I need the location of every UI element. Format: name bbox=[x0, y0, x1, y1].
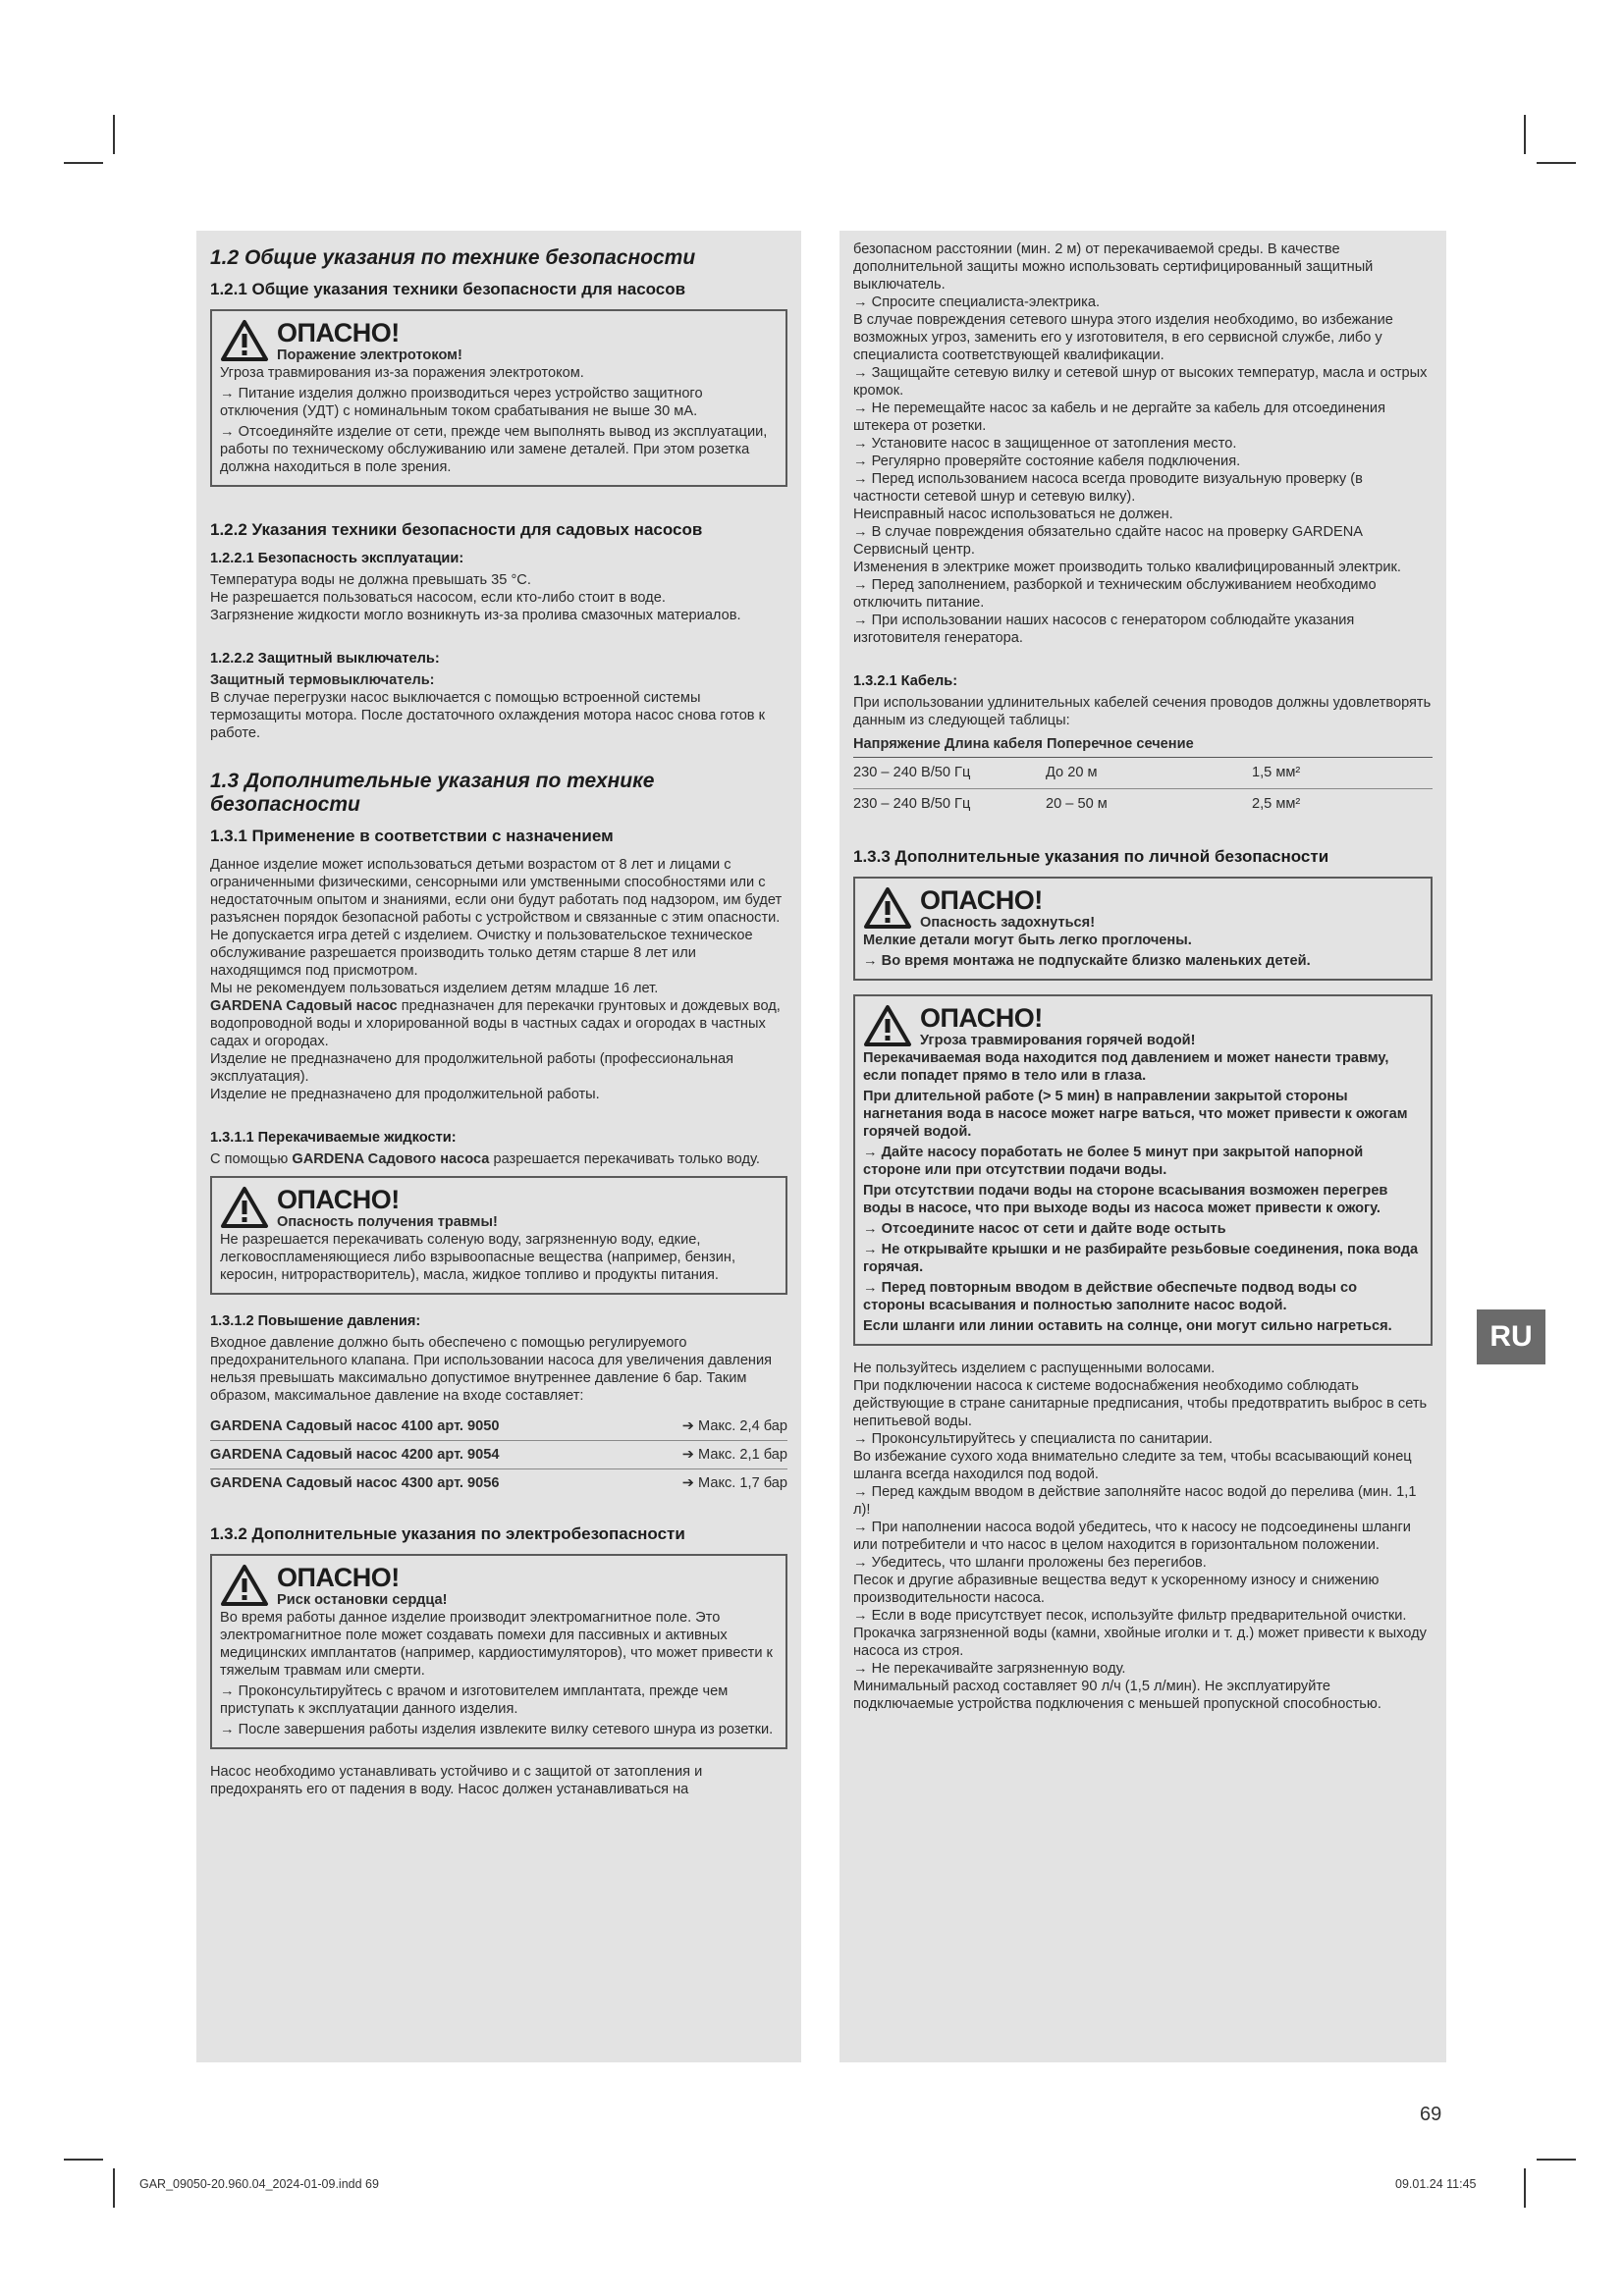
instruction: → Убедитесь, что шланги проложены без перегибов. bbox=[853, 1555, 1207, 1571]
instruction: → Не перемещайте насос за кабель и не дергайте за кабель для отсоединения штекера от розетки. bbox=[853, 400, 1385, 434]
danger-box-hot-water bbox=[853, 994, 1433, 1346]
danger-subtitle: Опасность задохнуться! bbox=[920, 915, 1096, 931]
paragraph: Не разрешается пользоваться насосом, если кто-либо стоит в воде. bbox=[210, 590, 666, 606]
warning-triangle-icon bbox=[863, 1004, 912, 1047]
instruction: → Регулярно проверяйте состояние кабеля подключения. bbox=[853, 454, 1241, 469]
danger-subtitle: Поражение электротоком! bbox=[277, 347, 462, 363]
footer-file-info: GAR_09050-20.960.04_2024-01-09.indd 69 bbox=[139, 2177, 379, 2191]
danger-box-heart bbox=[210, 1554, 787, 1749]
danger-text: → Во время монтажа не подпускайте близко маленьких детей. bbox=[863, 953, 1311, 969]
danger-text: Мелкие детали могут быть легко проглочены. bbox=[863, 933, 1192, 948]
section-title: 1.2 Общие указания по технике безопасности bbox=[210, 246, 696, 269]
left-column bbox=[196, 231, 801, 2062]
paragraph: С помощью GARDENA Садового насоса разрешается перекачивать только воду. bbox=[210, 1151, 760, 1167]
table-row: GARDENA Садовый насос 4100 арт. 9050 ➔ Макс. 2,4 бар bbox=[210, 1413, 787, 1441]
danger-text: Если шланги или линии оставить на солнце, они могут сильно нагреться. bbox=[863, 1318, 1392, 1334]
warning-triangle-icon bbox=[220, 1186, 269, 1229]
danger-title: ОПАСНО! bbox=[277, 318, 400, 347]
warning-triangle-icon bbox=[220, 319, 269, 362]
danger-text: Не разрешается перекачивать соленую воду, загрязненную воду, едкие, легковоспламеняющиеся либо взрывоопасные вещества (например, бензин, керосин, нитрорастворитель), масла, жидкое топливо и продукты питания. bbox=[220, 1232, 735, 1283]
language-tab: RU bbox=[1477, 1309, 1545, 1364]
danger-title: ОПАСНО! bbox=[277, 1185, 400, 1214]
danger-text: → Перед повторным вводом в действие обеспечьте подвод воды со стороны всасывания и полностью заполните насос водой. bbox=[863, 1280, 1358, 1313]
danger-text: → Отсоединяйте изделие от сети, прежде чем выполнять вывод из эксплуатации, работы по техническому обслуживанию или замене деталей. При этом розетка должна находиться в поле зрения. bbox=[220, 424, 768, 475]
paragraph: Мы не рекомендуем пользоваться изделием детям младше 16 лет. bbox=[210, 981, 659, 996]
danger-text: → Питание изделия должно производиться через устройство защитного отключения (УДТ) с номинальным током срабатывания не выше 30 мА. bbox=[220, 386, 703, 419]
crop-mark bbox=[64, 162, 103, 164]
danger-box-injury bbox=[210, 1176, 787, 1295]
paragraph: При использовании удлинительных кабелей сечения проводов должны удовлетворять данным из следующей таблицы: bbox=[853, 695, 1432, 728]
subsection-title: 1.2.2 Указания техники безопасности для садовых насосов bbox=[210, 520, 703, 539]
danger-text: → После завершения работы изделия извлеките вилку сетевого шнура из розетки. bbox=[220, 1722, 774, 1737]
crop-mark bbox=[113, 115, 115, 154]
paragraph: Температура воды не должна превышать 35 °C. bbox=[210, 572, 531, 588]
paragraph: Входное давление должно быть обеспечено с помощью регулируемого предохранительного клапана. При использовании насоса для увеличения давления нельзя превышать максимально допустимое внутреннее давление 6 бар. Таким образом, максимальное давление на входе составляет: bbox=[210, 1335, 773, 1404]
instruction: → Если в воде присутствует песок, используйте фильтр предварительной очистки. bbox=[853, 1608, 1407, 1624]
instruction: → При наполнении насоса водой убедитесь, что к насосу не подсоединены шланги или потребители и что насос в целом находится в горизонтальном положении. bbox=[853, 1520, 1411, 1553]
danger-text: Во время работы данное изделие производит электромагнитное поле. Это электромагнитное поле может создавать помехи для пассивных и активных медицинских имплантатов (например, кардиостимуляторов), что может привести к тяжелым травмам или смерти. bbox=[220, 1610, 773, 1679]
crop-mark bbox=[1537, 2159, 1576, 2161]
subsubsection-title: 1.3.2.1 Кабель: bbox=[853, 673, 958, 689]
crop-mark bbox=[64, 2159, 103, 2161]
crop-mark bbox=[1524, 2168, 1526, 2208]
subsubsection-title: 1.2.2.2 Защитный выключатель: bbox=[210, 651, 440, 667]
table-row: GARDENA Садовый насос 4300 арт. 9056 ➔ Макс. 1,7 бар bbox=[210, 1475, 787, 1491]
danger-subtitle: Риск остановки сердца! bbox=[277, 1592, 448, 1608]
instruction: → Спросите специалиста-электрика. bbox=[853, 294, 1101, 310]
paragraph: В случае повреждения сетевого шнура этого изделия необходимо, во избежание возможных угроз, заменить его у изготовителя, в его сервисной службе, либо у специалиста соответствующей квалификации. bbox=[853, 312, 1393, 363]
danger-text: При отсутствии подачи воды на стороне всасывания возможен перегрев воды в насосе, что при выходе воды из насоса может привести к ожогу. bbox=[863, 1183, 1388, 1216]
right-column bbox=[839, 231, 1446, 2062]
pressure-table bbox=[210, 1413, 787, 1497]
danger-box-electric bbox=[210, 309, 787, 487]
crop-mark bbox=[1537, 162, 1576, 164]
danger-text: → Не открывайте крышки и не разбирайте резьбовые соединения, пока вода горячая. bbox=[863, 1242, 1419, 1275]
paragraph: Данное изделие может использоваться детьми возрастом от 8 лет и лицами с ограниченными физическими, сенсорными или умственными способностями или с недостаточным опытом и знаниями, если они будут работать под надзором, им будет разъяснен порядок безопасной работы с устройством и связанные с этим опасности. Не допускается игра детей с изделием. Очистку и пользовательское техническое обслуживание разрешается производить только детям старше 8 лет или находящимся под присмотром. bbox=[210, 857, 783, 979]
page-number: 69 bbox=[1420, 2104, 1442, 2125]
instruction: → В случае повреждения обязательно сдайте насос на проверку GARDENA Сервисный центр. bbox=[853, 524, 1363, 558]
paragraph: В случае перегрузки насос выключается с помощью встроенной системы термозащиты мотора. После достаточного охлаждения мотора насос снова готов к работе. bbox=[210, 690, 766, 741]
subsubsection-title: 1.3.1.2 Повышение давления: bbox=[210, 1313, 421, 1329]
paragraph-subtitle: Защитный термовыключатель: bbox=[210, 672, 435, 688]
crop-mark bbox=[1524, 115, 1526, 154]
danger-subtitle: Опасность получения травмы! bbox=[277, 1214, 498, 1230]
paragraph: Насос необходимо устанавливать устойчиво и с защитой от затопления и предохранять его от падения в воду. Насос должен устанавливаться на bbox=[210, 1764, 703, 1797]
danger-title: ОПАСНО! bbox=[920, 1003, 1043, 1033]
paragraph: Минимальный расход составляет 90 л/ч (1,5 л/мин). Не эксплуатируйте подключаемые устройства подключения с меньшей пропускной способностью. bbox=[853, 1679, 1381, 1712]
instruction: → Перед использованием насоса всегда проводите визуальную проверку (в частности сетевой шнур и сетевую вилку). bbox=[853, 471, 1363, 505]
instruction: → Перед заполнением, разборкой и техническим обслуживанием необходимо отключить питание. bbox=[853, 577, 1377, 611]
paragraph: Во избежание сухого хода внимательно следите за тем, чтобы всасывающий конец шланга всегда находился под водой. bbox=[853, 1449, 1412, 1482]
crop-mark bbox=[113, 2168, 115, 2208]
subsubsection-title: 1.3.1.1 Перекачиваемые жидкости: bbox=[210, 1130, 457, 1146]
subsection-title: 1.3.3 Дополнительные указания по личной безопасности bbox=[853, 847, 1329, 866]
warning-triangle-icon bbox=[220, 1564, 269, 1607]
danger-text: → Отсоедините насос от сети и дайте воде остыть bbox=[863, 1221, 1226, 1237]
instruction: → Перед каждым вводом в действие заполняйте насос водой до перелива (мин. 1,1 л)! bbox=[853, 1484, 1417, 1518]
table-header: Напряжение Длина кабеля Поперечное сечение bbox=[853, 729, 1433, 758]
paragraph: При подключении насоса к системе водоснабжения необходимо соблюдать действующие в стране санитарные предписания, чтобы предотвратить выброс в сеть непитьевой воды. bbox=[853, 1378, 1428, 1429]
footer-timestamp: 09.01.24 11:45 bbox=[1395, 2177, 1477, 2191]
instruction: → При использовании наших насосов с генератором соблюдайте указания изготовителя генератора. bbox=[853, 613, 1355, 646]
instruction: → Не перекачивайте загрязненную воду. bbox=[853, 1661, 1126, 1677]
paragraph: Неисправный насос использоваться не должен. bbox=[853, 507, 1173, 522]
instruction: → Установите насос в защищенное от затопления место. bbox=[853, 436, 1237, 452]
paragraph: GARDENA Садовый насос предназначен для перекачки грунтовых и дождевых вод, водопроводной воды и хлорированной воды в частных садах и огородах в частных садах и огородах. bbox=[210, 998, 781, 1049]
danger-text: Угроза травмирования из-за поражения электротоком. bbox=[220, 365, 584, 381]
danger-text: → Проконсультируйтесь с врачом и изготовителем имплантата, прежде чем приступать к эксплуатации данного изделия. bbox=[220, 1683, 729, 1717]
subsection-title: 1.2.1 Общие указания техники безопасности для насосов bbox=[210, 280, 686, 298]
table-row: 230 – 240 В/50 Гц До 20 м 1,5 мм² bbox=[853, 758, 1433, 789]
danger-text: → Дайте насосу поработать не более 5 минут при закрытой напорной стороне или при отсутствии подачи воды. bbox=[863, 1145, 1364, 1178]
paragraph: Изменения в электрике может производить только квалифицированный электрик. bbox=[853, 560, 1401, 575]
danger-title: ОПАСНО! bbox=[277, 1563, 400, 1592]
subsection-title: 1.3.2 Дополнительные указания по электробезопасности bbox=[210, 1524, 685, 1543]
paragraph: безопасном расстоянии (мин. 2 м) от перекачиваемой среды. В качестве дополнительной защиты можно использовать сертифицированный защитный выключатель. bbox=[853, 241, 1374, 293]
cable-table bbox=[853, 729, 1433, 820]
warning-triangle-icon bbox=[863, 886, 912, 930]
danger-title: ОПАСНО! bbox=[920, 885, 1043, 915]
danger-box-suffocation bbox=[853, 877, 1433, 981]
table-row: 230 – 240 В/50 Гц 20 – 50 м 2,5 мм² bbox=[853, 796, 1301, 812]
danger-text: При длительной работе (> 5 мин) в направлении закрытой стороны нагнетания вода в насосе может нагре ваться, что может привести к ожогам горячей водой. bbox=[863, 1089, 1408, 1140]
paragraph: Прокачка загрязненной воды (камни, хвойные иголки и т. д.) может привести к выходу насоса из строя. bbox=[853, 1626, 1427, 1659]
instruction: → Проконсультируйтесь у специалиста по санитарии. bbox=[853, 1431, 1213, 1447]
table-row: GARDENA Садовый насос 4200 арт. 9054 ➔ Макс. 2,1 бар bbox=[210, 1441, 787, 1469]
paragraph: Песок и другие абразивные вещества ведут к ускоренному износу и снижению производительности насоса. bbox=[853, 1573, 1380, 1606]
paragraph: Не пользуйтесь изделием с распущенными волосами. bbox=[853, 1361, 1216, 1376]
paragraph: Изделие не предназначено для продолжительной работы. bbox=[210, 1087, 600, 1102]
subsection-title: 1.3.1 Применение в соответствии с назначением bbox=[210, 827, 614, 845]
paragraph: Загрязнение жидкости могло возникнуть из-за пролива смазочных материалов. bbox=[210, 608, 741, 623]
danger-subtitle: Угроза травмирования горячей водой! bbox=[920, 1033, 1196, 1048]
instruction: → Защищайте сетевую вилку и сетевой шнур от высоких температур, масла и острых кромок. bbox=[853, 365, 1428, 399]
section-title: 1.3 Дополнительные указания по технике безопасности bbox=[210, 770, 655, 816]
danger-text: Перекачиваемая вода находится под давлением и может нанести травму, если попадет прямо в тело или в глаза. bbox=[863, 1050, 1389, 1084]
subsubsection-title: 1.2.2.1 Безопасность эксплуатации: bbox=[210, 551, 464, 566]
paragraph: Изделие не предназначено для продолжительной работы (профессиональная эксплуатация). bbox=[210, 1051, 734, 1085]
